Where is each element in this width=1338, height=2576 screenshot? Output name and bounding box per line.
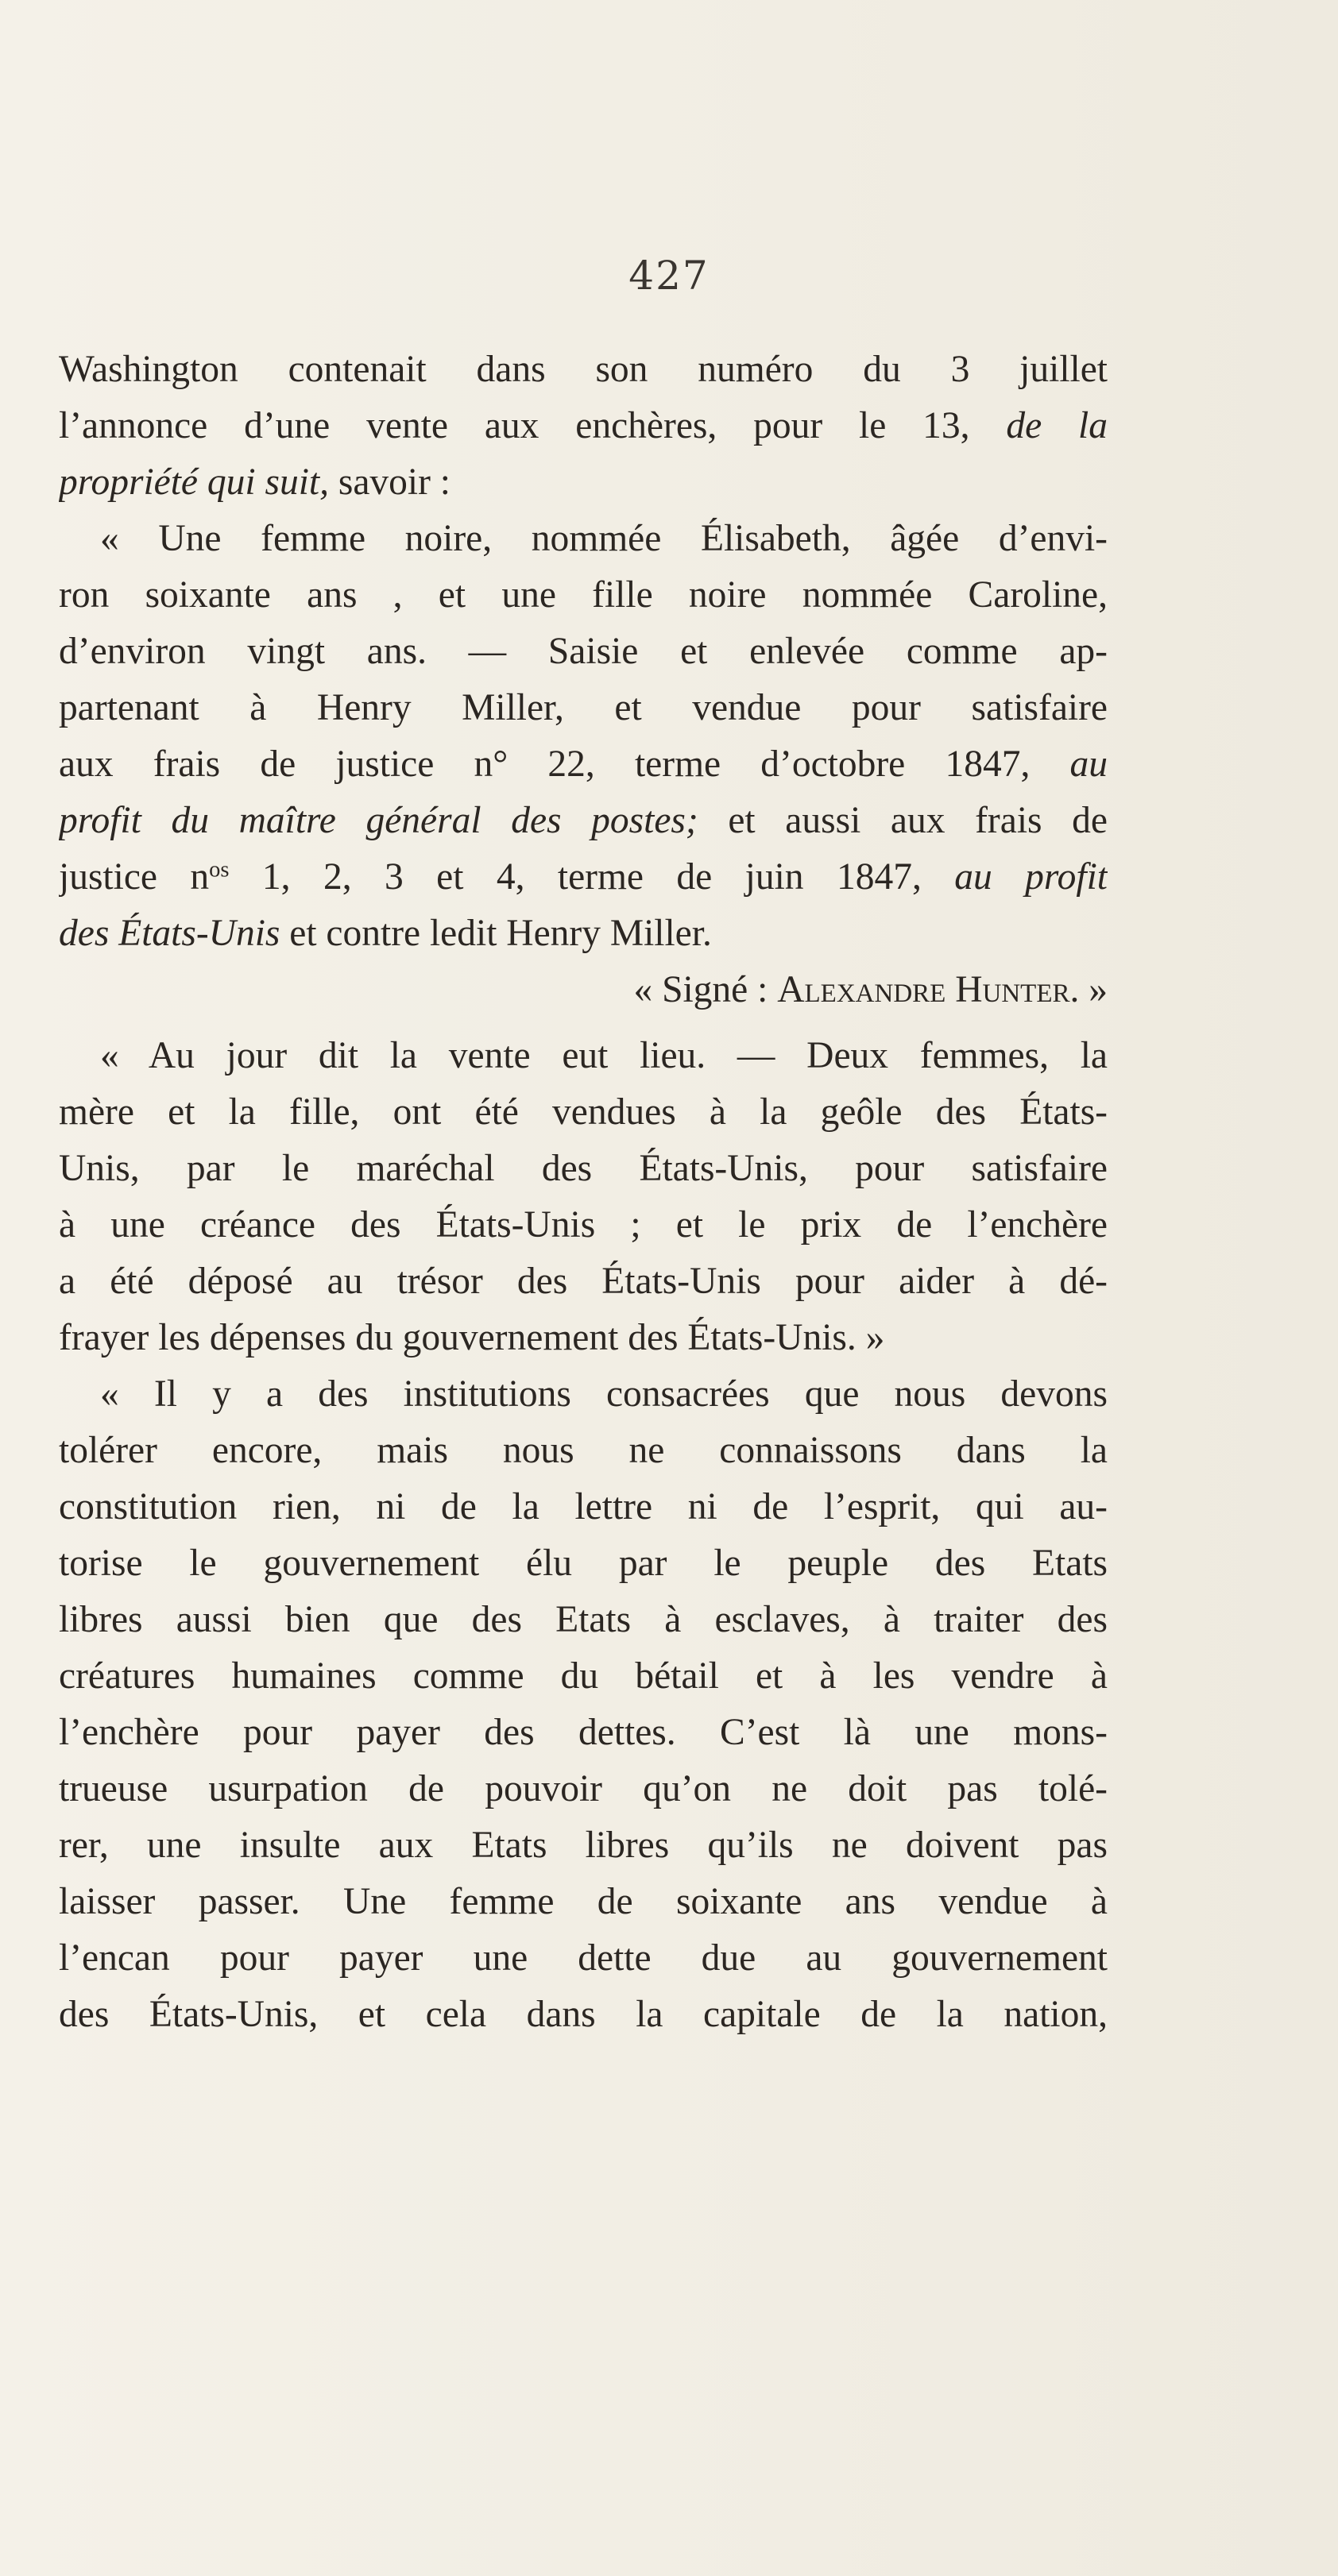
text-run: . » [1069,969,1108,1010]
text-run: « Signé : [633,969,778,1010]
text-run: constitution rien, ni de la lettre ni de l’esprit, qui au- [59,1486,1108,1527]
text-line [59,1084,1108,1141]
text-run: Unis, par le maréchal des États-Unis, pour satisfaire [59,1148,1108,1189]
text-line [59,511,1108,567]
text-line [59,1366,1108,1423]
text-run: torise le gouvernement élu par le peuple des Etats [59,1543,1108,1584]
signature-line [59,962,1108,1018]
text-line [59,454,1108,511]
text-run: 1, 2, 3 et 4, terme de juin 1847, [229,856,955,898]
text-run: mère et la fille, ont été vendues à la geôle des États- [59,1091,1108,1133]
text-run: ron soixante ans , et une fille noire nommée Caroline, [59,574,1108,616]
text-run: rer, une insulte aux Etats libres qu’ils ne doivent pas [59,1825,1108,1866]
text-run: au profit [954,856,1108,898]
text-line [59,1817,1108,1874]
text-run: savoir : [328,462,451,503]
text-run: de la [1006,405,1108,446]
text-line [59,1028,1108,1084]
text-line [59,1310,1108,1366]
text-line [59,342,1108,398]
text-run: laisser passer. Une femme de soixante ans vendue à [59,1881,1108,1922]
text-run: os [209,857,230,882]
text-run: créatures humaines comme du bétail et à les vendre à [59,1655,1108,1697]
text-run: partenant à Henry Miller, et vendue pour satisfaire [59,687,1108,728]
text-run: et aussi aux frais de [698,800,1108,841]
text-run: à une créance des États-Unis ; et le prix de l’enchère [59,1204,1108,1246]
text-line [59,1592,1108,1648]
text-run: tolérer encore, mais nous ne connaissons dans la [59,1430,1108,1471]
text-line [59,736,1108,793]
text-line [59,1987,1108,2043]
text-run: et contre ledit Henry Miller. [280,913,712,954]
text-line [59,1761,1108,1817]
text-line [59,1535,1108,1592]
text-run: trueuse usurpation de pouvoir qu’on ne doit pas tolé- [59,1768,1108,1809]
text-line [59,906,1108,962]
text-line [59,398,1108,454]
text-run: justice n [59,856,210,898]
text-line [59,1197,1108,1253]
text-line [59,793,1108,849]
text-line [59,849,1108,906]
text-line [59,1874,1108,1930]
text-run: Alexandre Hunter [777,969,1070,1010]
text-run: l’encan pour payer une dette due au gouvernement [59,1937,1108,1979]
text-line [59,1930,1108,1987]
body-text [59,342,1108,2043]
text-line [59,624,1108,680]
text-line [59,1423,1108,1479]
text-run: l’annonce d’une vente aux enchères, pour le 13, [59,405,1007,446]
text-line [59,1141,1108,1197]
text-run: « Au jour dit la vente eut lieu. — Deux femmes, la [100,1035,1108,1076]
text-line [59,1479,1108,1535]
text-run: aux frais de justice n° 22, terme d’octobre 1847, [59,743,1070,785]
text-line [59,1705,1108,1761]
text-run: frayer les dépenses du gouvernement des États-Unis. » [59,1317,885,1358]
text-line [59,680,1108,736]
text-run: des États-Unis [59,913,280,954]
text-run: « Il y a des institutions consacrées que nous devons [100,1373,1108,1415]
text-run: profit du maître général des postes; [59,800,698,841]
text-run: d’environ vingt ans. — Saisie et enlevée comme ap- [59,631,1108,672]
text-run: a été déposé au trésor des États-Unis pour aider à dé- [59,1261,1108,1302]
text-run: des États-Unis, et cela dans la capitale de la nation, [59,1994,1108,2035]
text-run: propriété qui suit, [59,462,329,503]
text-line [59,1253,1108,1310]
text-run: au [1069,743,1108,785]
text-run: « Une femme noire, nommée Élisabeth, âgée d’envi- [100,518,1108,559]
text-run: l’enchère pour payer des dettes. C’est là une mons- [59,1712,1108,1753]
text-line [59,567,1108,624]
text-line [59,1648,1108,1705]
page-number: 427 [628,253,710,299]
text-run: Washington contenait dans son numéro du 3 juillet [59,349,1108,390]
text-run: libres aussi bien que des Etats à esclaves, à traiter des [59,1599,1108,1640]
